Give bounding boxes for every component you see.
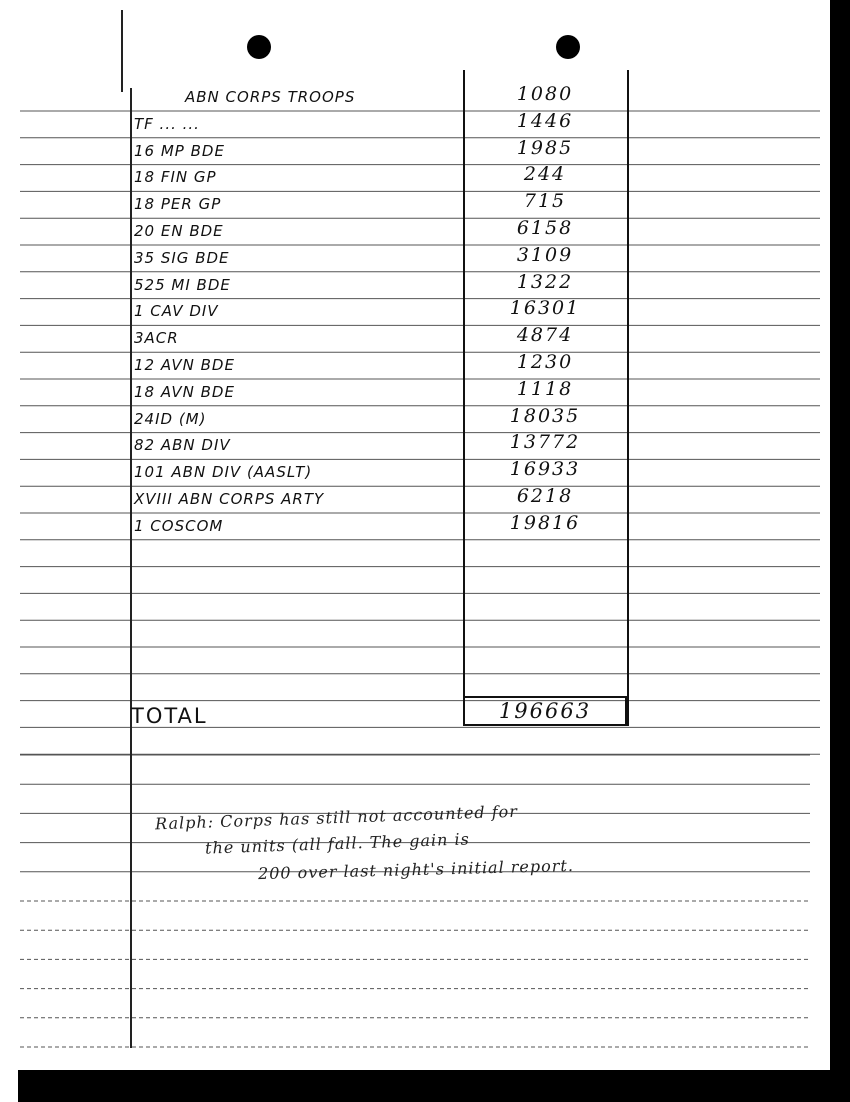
unit-count: 1118 [516, 377, 574, 400]
unit-count: 3109 [516, 243, 574, 266]
unit-count: 715 [523, 190, 567, 213]
unit-name: 12 AVN BDE [134, 356, 235, 374]
note-line-2: the units (all fall. The gain is [204, 829, 471, 858]
column-divider-left [463, 70, 465, 726]
unit-count: 4874 [516, 324, 574, 347]
unit-count: 1322 [516, 270, 574, 293]
note-line-1: Ralph: Corps has still not accounted for [154, 801, 519, 834]
total-value: 196663 [498, 699, 592, 723]
margin-line-top [121, 10, 123, 92]
unit-name: 18 AVN BDE [134, 382, 235, 401]
unit-count: 18035 [509, 404, 581, 427]
unit-count: 6158 [516, 217, 574, 239]
unit-count: 1446 [516, 109, 574, 132]
unit-count: 16301 [509, 297, 581, 320]
note-line-3: 200 over last night's initial report. [257, 855, 575, 884]
total-label: TOTAL [131, 704, 208, 728]
unit-name: 1 COSCOM [134, 516, 224, 535]
unit-count: 19816 [509, 511, 581, 534]
column-divider-right [627, 70, 629, 726]
unit-name: 18 FIN GP [134, 168, 217, 187]
unit-name: 525 MI BDE [134, 275, 231, 294]
unit-name: TF ... ... [134, 114, 200, 133]
unit-name: 1 CAV DIV [134, 302, 219, 321]
unit-name: 16 MP BDE [134, 141, 225, 160]
unit-name: 20 EN BDE [134, 222, 224, 240]
unit-count: 1080 [516, 83, 574, 105]
unit-name: XVIII ABN CORPS ARTY [134, 490, 325, 508]
unit-count: 1985 [516, 136, 574, 159]
unit-name: 18 PER GP [134, 195, 222, 214]
unit-name: 24ID (M) [134, 409, 207, 428]
unit-name: 3ACR [134, 329, 179, 348]
unit-count: 16933 [509, 458, 581, 481]
unit-name: 101 ABN DIV (AASLT) [134, 463, 313, 482]
margin-line [130, 88, 132, 1048]
unit-count: 13772 [509, 431, 581, 454]
unit-count: 244 [523, 163, 567, 186]
unit-count: 6218 [516, 485, 574, 507]
unit-count: 1230 [516, 351, 574, 373]
unit-name: 35 SIG BDE [134, 248, 230, 267]
unit-name: ABN CORPS TROOPS [185, 88, 356, 106]
unit-name: 82 ABN DIV [134, 436, 231, 455]
